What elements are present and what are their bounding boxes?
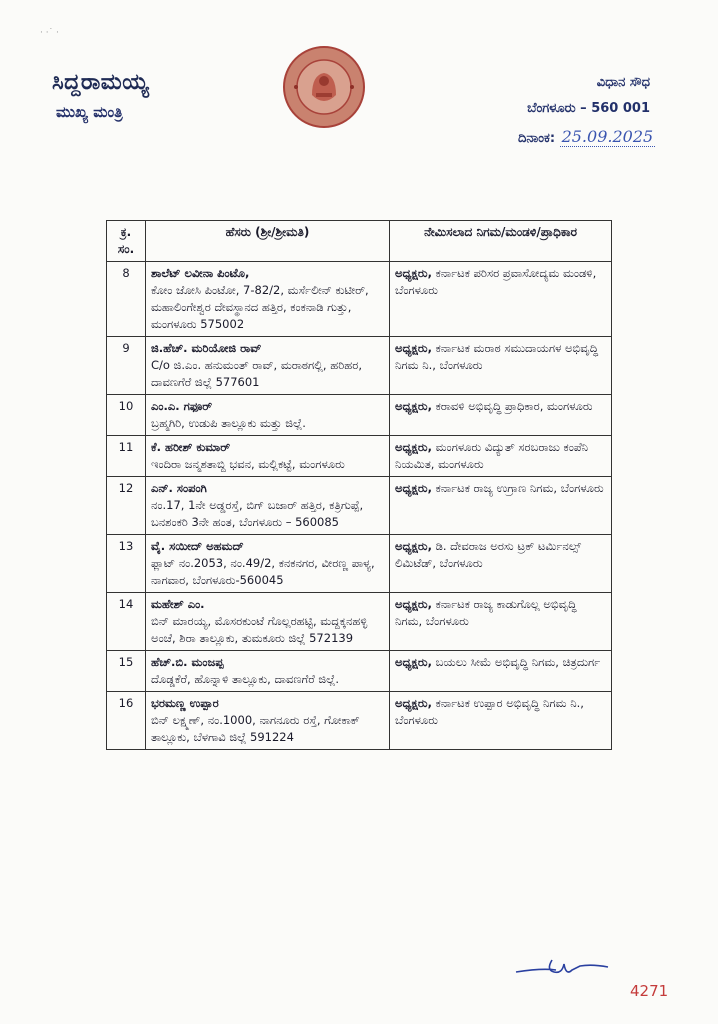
role-label: ಅಧ್ಯಕ್ಷರು, [395,341,432,355]
table-row [107,535,612,593]
post-name: ಮಂಗಳೂರು ವಿದ್ಯುತ್ ಸರಬರಾಜು ಕಂಪೆನಿ ನಿಯಮಿತ, ಮಂಗಳೂರು [395,440,589,471]
person-name: ಕೆ. ಹರೀಶ್ ಕುಮಾರ್ [151,440,231,454]
header-serial: ಕ್ರ. ಸಂ. [107,221,146,262]
table-header-row [107,221,612,262]
serial-number: 16 [107,692,146,750]
person-cell [146,651,390,692]
table-row [107,477,612,535]
person-name: ಎನ್. ಸಂಪಂಗಿ [151,481,207,495]
person-address: ಕೋಂ ಜೋಸಿ ಪಿಂಟೋ, 7-82/2, ಮರ್ಸೆಲೀನ್ ಕುಟೀರ್, ಮಹಾಲಿಂಗೇಶ್ವರ ದೇವಸ್ಥಾನದ ಹತ್ತಿರ, ಕಂಕನಾಡಿ ಗುತ್ತು, ಮಂಗಳೂರು 575002 [151,283,369,331]
serial-number: 15 [107,651,146,692]
header-post: ನೇಮಿಸಲಾದ ನಿಗಮ/ಮಂಡಳಿ/ಪ್ರಾಧಿಕಾರ [390,221,612,262]
post-cell [390,593,612,651]
person-address: ಬಿನ್ ಮಾರಯ್ಯ, ಮೊಸರಕುಂಟೆ ಗೊಲ್ಲರಹಟ್ಟಿ, ಮದ್ದಕ್ಕನಹಳ್ಳಿ ಅಂಚೆ, ಶಿರಾ ತಾಲ್ಲೂಕು, ತುಮಕೂರು ಜಿಲ್ಲೆ 572139 [151,614,368,645]
post-cell [390,651,612,692]
date-value: 25.09.2025 [561,127,654,146]
person-name: ವೈ. ಸಯೀದ್ ಅಹಮದ್ [151,539,244,553]
person-address: ದೊಡ್ಡಕೆರೆ, ಹೊನ್ನಾಳಿ ತಾಲ್ಲೂಕು, ದಾವಣಗೆರೆ ಜಿಲ್ಲೆ. [151,672,340,686]
person-address: ನಂ.17, 1ನೇ ಅಡ್ಡರಸ್ತೆ, ಬಿಗ್ ಬಜಾರ್ ಹತ್ತಿರ, ಕತ್ರಿಗುಪ್ಪೆ, ಬನಶಂಕರಿ 3ನೇ ಹಂತ, ಬೆಂಗಳೂರು – 560085 [151,498,364,529]
person-cell [146,337,390,395]
table-row [107,651,612,692]
post-cell [390,395,612,436]
person-address: ಬಿನ್ ಲಕ್ಷ್ಮಣ್, ನಂ.1000, ನಾಗನೂರು ರಸ್ತೆ, ಗೋಕಾಕ್ ತಾಲ್ಲೂಕು, ಬೆಳಗಾವಿ ಜಿಲ್ಲೆ 591224 [151,713,360,744]
serial-number: 8 [107,262,146,337]
role-label: ಅಧ್ಯಕ್ಷರು, [395,597,432,611]
table-row [107,436,612,477]
serial-number: 14 [107,593,146,651]
page-number: 4271 [630,982,669,1000]
post-name: ಕರ್ನಾಟಕ ಉಪ್ಪಾರ ಅಭಿವೃದ್ಧಿ ನಿಗಮ ನಿ., ಬೆಂಗಳೂರು [395,696,584,727]
post-cell [390,535,612,593]
signature-icon [512,952,612,982]
post-cell [390,262,612,337]
person-name: ಜಿ.ಹೆಚ್. ಮರಿಯೋಜಿ ರಾವ್ [151,341,262,355]
role-label: ಅಧ್ಯಕ್ಷರು, [395,481,432,495]
post-name: ಕರ್ನಾಟಕ ಮರಾಠ ಸಮುದಾಯಗಳ ಅಭಿವೃದ್ಧಿ ನಿಗಮ ನಿ., ಬೆಂಗಳೂರು [395,341,599,372]
person-name: ಎಂ.ಎ. ಗಫೂರ್ [151,399,213,413]
role-label: ಅಧ್ಯಕ್ಷರು, [395,266,432,280]
date-label: ದಿನಾಂಕ: [518,131,556,146]
person-cell [146,436,390,477]
table-row [107,262,612,337]
role-label: ಅಧ್ಯಕ್ಷರು, [395,440,432,454]
table-row [107,593,612,651]
person-cell [146,395,390,436]
table-row [107,692,612,750]
person-cell [146,477,390,535]
person-name: ಶಾಲೆಟ್ ಲವೀನಾ ಪಿಂಟೊ, [151,266,250,280]
person-address: ಫ್ಲಾಟ್ ನಂ.2053, ನಂ.49/2, ಕನಕನಗರ, ವೀರಣ್ಣ ಪಾಳ್ಯ, ನಾಗವಾರ, ಬೆಂಗಳೂರು-560045 [151,556,375,587]
post-name: ಕರ್ನಾಟಕ ರಾಜ್ಯ ಉಗ್ರಾಣ ನಿಗಮ, ಬೆಂಗಳೂರು [435,481,604,495]
role-label: ಅಧ್ಯಕ್ಷರು, [395,399,432,413]
post-name: ಕರ್ನಾಟಕ ರಾಜ್ಯ ಕಾಡುಗೊಲ್ಲ ಅಭಿವೃದ್ಧಿ ನಿಗಮ, ಬೆಂಗಳೂರು [395,597,577,628]
person-name: ಮಹೇಶ್ ಎಂ. [151,597,205,611]
person-cell [146,262,390,337]
post-name: ಬಯಲು ಸೀಮೆ ಅಭಿವೃದ್ಧಿ ನಿಗಮ, ಚಿತ್ರದುರ್ಗ [435,655,601,669]
person-cell [146,692,390,750]
cm-designation: ಮುಖ್ಯ ಮಂತ್ರಿ [56,103,123,121]
serial-number: 10 [107,395,146,436]
post-name: ಕರ್ನಾಟಕ ಪರಿಸರ ಪ್ರವಾಸೋದ್ಯಮ ಮಂಡಳಿ, ಬೆಂಗಳೂರು [395,266,597,297]
letterhead-right [527,70,650,122]
person-cell [146,593,390,651]
role-label: ಅಧ್ಯಕ್ಷರು, [395,655,432,669]
table-row [107,337,612,395]
serial-number: 13 [107,535,146,593]
table-row [107,395,612,436]
cm-name: ಸಿದ್ದರಾಮಯ್ಯ [52,70,150,95]
person-address: ಇಂದಿರಾ ಜನ್ಮಶತಾಬ್ದಿ ಭವನ, ಮಲ್ಲಿಕಟ್ಟೆ, ಮಂಗಳೂರು [151,457,345,471]
scan-specks: · ·˙ · [40,28,59,38]
post-cell [390,436,612,477]
date-line [518,127,655,146]
post-cell [390,692,612,750]
government-seal-icon [282,45,366,129]
person-address: ಬ್ರಹ್ಮಗಿರಿ, ಉಡುಪಿ ತಾಲ್ಲೂಕು ಮತ್ತು ಜಿಲ್ಲೆ. [151,416,306,430]
header-name: ಹೆಸರು (ಶ್ರೀ/ಶ್ರೀಮತಿ) [146,221,390,262]
serial-number: 12 [107,477,146,535]
appointments-table [106,220,612,750]
office-city: ಬೆಂಗಳೂರು – 560 001 [527,101,650,116]
role-label: ಅಧ್ಯಕ್ಷರು, [395,696,432,710]
serial-number: 11 [107,436,146,477]
post-name: ಡಿ. ದೇವರಾಜ ಅರಸು ಟ್ರಕ್ ಟರ್ಮಿನಲ್ಸ್ ಲಿಮಿಟೆಡ್, ಬೆಂಗಳೂರು [395,539,582,570]
office-name: ವಿಧಾನ ಸೌಧ [596,75,650,90]
serial-number: 9 [107,337,146,395]
person-address: C/o ಜಿ.ಎಂ. ಹನುಮಂತ್ ರಾವ್, ಮರಾಠಗಲ್ಲಿ, ಹರಿಹರ, ದಾವಣಗೆರೆ ಜಿಲ್ಲೆ 577601 [151,358,362,389]
post-cell [390,477,612,535]
post-name: ಕರಾವಳಿ ಅಭಿವೃದ್ಧಿ ಪ್ರಾಧಿಕಾರ, ಮಂಗಳೂರು [435,399,593,413]
post-cell [390,337,612,395]
person-cell [146,535,390,593]
person-name: ಭರಮಣ್ಣ ಉಪ್ಪಾರ [151,696,219,710]
letterhead-left [52,70,149,121]
role-label: ಅಧ್ಯಕ್ಷರು, [395,539,432,553]
person-name: ಹೆಚ್.ಬಿ. ಮಂಜಪ್ಪ [151,655,224,669]
